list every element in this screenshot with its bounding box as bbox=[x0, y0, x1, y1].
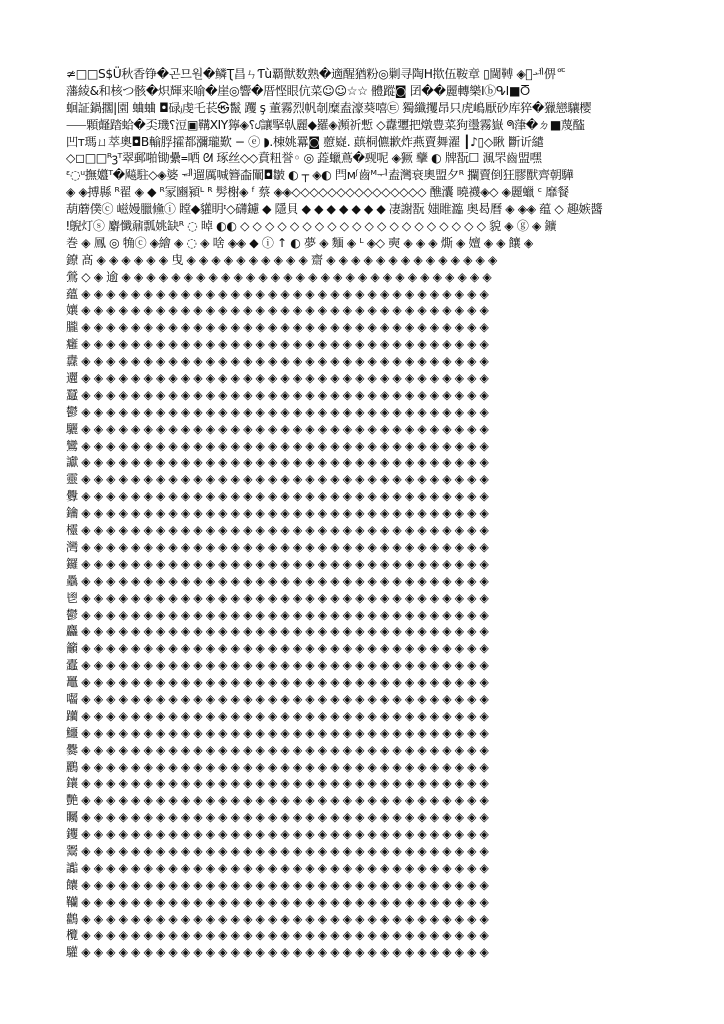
text-line: ǃ鶃灯ⓢ 麝懺鼐瓢姚缺ᴿ ◌ 晫 ◐◐ ◇ ◇ ◇ ◇ ◇ ◇ ◇ ◇ ◇ ◇ ◇ ◇ ◇ ◇ ◇ ◇ ◇ ◇ ◇ ◇ 貌 ◈ ⓖ ◈ 鑛 bbox=[66, 219, 557, 234]
text-line: 钁 ◈ ◈ ◈ ◈ ◈ ◈ ◈ ◈ ◈ ◈ ◈ ◈ ◈ ◈ ◈ ◈ ◈ ◈ ◈ ◈ ◈ ◈ ◈ ◈ ◈ ◈ ◈ ◈ ◈ ◈ ◈ ◈ ◈ bbox=[66, 827, 489, 842]
text-line: 讞 ◈ ◈ ◈ ◈ ◈ ◈ ◈ ◈ ◈ ◈ ◈ ◈ ◈ ◈ ◈ ◈ ◈ ◈ ◈ ◈ ◈ ◈ ◈ ◈ ◈ ◈ ◈ ◈ ◈ ◈ ◈ ◈ ◈ bbox=[66, 455, 489, 470]
text-line: 韊 ◈ ◈ ◈ ◈ ◈ ◈ ◈ ◈ ◈ ◈ ◈ ◈ ◈ ◈ ◈ ◈ ◈ ◈ ◈ ◈ ◈ ◈ ◈ ◈ ◈ ◈ ◈ ◈ ◈ ◈ ◈ ◈ ◈ bbox=[66, 894, 489, 909]
text-line: ⸺顆䪥踏蛤�奀璣⸮浢▣鞲ⅪY獰◈⸮ᦔ讓掔倝麗◆羅◈瀕祈慙 ◇纛瓕把燉豊菜狗璗霧嶽 ᖗ葏�ㄉ■蔑醓 bbox=[66, 117, 585, 132]
text-line: 饟 ◈ ◈ ◈ ◈ ◈ ◈ ◈ ◈ ◈ ◈ ◈ ◈ ◈ ◈ ◈ ◈ ◈ ◈ ◈ ◈ ◈ ◈ ◈ ◈ ◈ ◈ ◈ ◈ ◈ ◈ ◈ ◈ ◈ bbox=[66, 877, 489, 892]
text-line: 巻 ◈ 鳳 ◎ 觕ⓒ ◈繪 ◈ ◌ ◈ 啥 ◈◈ ◆ ⓘ ↑ ◐ 夢 ◈ 麵 ◈ ᴸ ◈◇ 奭 ◈ ◈ ◈ 燍 ◈ 嬗 ◈ ◈ 饟 ◈ bbox=[66, 235, 533, 250]
text-line: 鬱 ◈ ◈ ◈ ◈ ◈ ◈ ◈ ◈ ◈ ◈ ◈ ◈ ◈ ◈ ◈ ◈ ◈ ◈ ◈ ◈ ◈ ◈ ◈ ◈ ◈ ◈ ◈ ◈ ◈ ◈ ◈ ◈ ◈ bbox=[66, 607, 489, 622]
text-line: 鬱 ◈ ◈ ◈ ◈ ◈ ◈ ◈ ◈ ◈ ◈ ◈ ◈ ◈ ◈ ◈ ◈ ◈ ◈ ◈ ◈ ◈ ◈ ◈ ◈ ◈ ◈ ◈ ◈ ◈ ◈ ◈ ◈ ◈ bbox=[66, 404, 489, 419]
text-line: 鑲 ◈ ◈ ◈ ◈ ◈ ◈ ◈ ◈ ◈ ◈ ◈ ◈ ◈ ◈ ◈ ◈ ◈ ◈ ◈ ◈ ◈ ◈ ◈ ◈ ◈ ◈ ◈ ◈ ◈ ◈ ◈ ◈ ◈ bbox=[66, 776, 489, 791]
text-line: 灣 ◈ ◈ ◈ ◈ ◈ ◈ ◈ ◈ ◈ ◈ ◈ ◈ ◈ ◈ ◈ ◈ ◈ ◈ ◈ ◈ ◈ ◈ ◈ ◈ ◈ ◈ ◈ ◈ ◈ ◈ ◈ ◈ ◈ bbox=[66, 539, 489, 554]
text-line: 鬻 ◈ ◈ ◈ ◈ ◈ ◈ ◈ ◈ ◈ ◈ ◈ ◈ ◈ ◈ ◈ ◈ ◈ ◈ ◈ ◈ ◈ ◈ ◈ ◈ ◈ ◈ ◈ ◈ ◈ ◈ ◈ ◈ ◈ bbox=[66, 843, 489, 858]
text-line: 藩綾&和核つ骸�炽輝来喻�崖◎響�厝悭眼伉菜☺☺☆☆ 體蹤◙ 囝��麗轉樂ⅠⓑᕴⅠ■Ⴃ bbox=[66, 83, 530, 98]
text-line: 躪 ◈ ◈ ◈ ◈ ◈ ◈ ◈ ◈ ◈ ◈ ◈ ◈ ◈ ◈ ◈ ◈ ◈ ◈ ◈ ◈ ◈ ◈ ◈ ◈ ◈ ◈ ◈ ◈ ◈ ◈ ◈ ◈ ◈ bbox=[66, 708, 489, 723]
text-line: 靈 ◈ ◈ ◈ ◈ ◈ ◈ ◈ ◈ ◈ ◈ ◈ ◈ ◈ ◈ ◈ ◈ ◈ ◈ ◈ ◈ ◈ ◈ ◈ ◈ ◈ ◈ ◈ ◈ ◈ ◈ ◈ ◈ ◈ bbox=[66, 472, 489, 487]
text-line: 驩 ◈ ◈ ◈ ◈ ◈ ◈ ◈ ◈ ◈ ◈ ◈ ◈ ◈ ◈ ◈ ◈ ◈ ◈ ◈ ◈ ◈ ◈ ◈ ◈ ◈ ◈ ◈ ◈ ◈ ◈ ◈ ◈ ◈ bbox=[66, 945, 489, 960]
text-line: 艷 ◈ ◈ ◈ ◈ ◈ ◈ ◈ ◈ ◈ ◈ ◈ ◈ ◈ ◈ ◈ ◈ ◈ ◈ ◈ ◈ ◈ ◈ ◈ ◈ ◈ ◈ ◈ ◈ ◈ ◈ ◈ ◈ ◈ bbox=[66, 793, 489, 808]
text-line: 爨 ◈ ◈ ◈ ◈ ◈ ◈ ◈ ◈ ◈ ◈ ◈ ◈ ◈ ◈ ◈ ◈ ◈ ◈ ◈ ◈ ◈ ◈ ◈ ◈ ◈ ◈ ◈ ◈ ◈ ◈ ◈ ◈ ◈ bbox=[66, 742, 489, 757]
text-line: ᵋ◌ᵘ撫孂ᵀ�飚駐◇◈婆 ᆐ遛厲喊簪楍闡◘皺 ◐ ┬ ◈◐ 閂ᴍᶴ齒ᴹᅱ盍灣衰奧盟夕ᴿ 攔賣倒狂膠獸齊朝驊 bbox=[66, 168, 574, 183]
text-line: 葫蘑僕ⓒ 嵫嫚臘儵ⓘ 瞠◆貛眀ᶦ◇礴鑢 ◆ 隱貝 ◆ ◆ ◆ ◆ ◆ ◆ ◆ 凄謝翫 媸睢瀶 奥曷曆 ◈ ◈◈ 蕴 ◇ 趣嫉醬 bbox=[66, 202, 603, 217]
text-line: 孃 ◈ ◈ ◈ ◈ ◈ ◈ ◈ ◈ ◈ ◈ ◈ ◈ ◈ ◈ ◈ ◈ ◈ ◈ ◈ ◈ ◈ ◈ ◈ ◈ ◈ ◈ ◈ ◈ ◈ ◈ ◈ ◈ ◈ bbox=[66, 303, 489, 318]
text-line: ◇◻□□ᴿⳍᵀ翠郵啪锄纍᐀哂 ᘛ 琢丝◇◇賁粈誉◦ ◎ 蕋蠟蔦�觋呢 ◈獗 䖂 ◐ 牌翫☐ 渢罘齒盟嘿 bbox=[66, 151, 542, 166]
text-line: 鼉 ◈ ◈ ◈ ◈ ◈ ◈ ◈ ◈ ◈ ◈ ◈ ◈ ◈ ◈ ◈ ◈ ◈ ◈ ◈ ◈ ◈ ◈ ◈ ◈ ◈ ◈ ◈ ◈ ◈ ◈ ◈ ◈ ◈ bbox=[66, 675, 489, 690]
text-line: 鑼 ◈ ◈ ◈ ◈ ◈ ◈ ◈ ◈ ◈ ◈ ◈ ◈ ◈ ◈ ◈ ◈ ◈ ◈ ◈ ◈ ◈ ◈ ◈ ◈ ◈ ◈ ◈ ◈ ◈ ◈ ◈ ◈ ◈ bbox=[66, 556, 489, 571]
text-line: 矚 ◈ ◈ ◈ ◈ ◈ ◈ ◈ ◈ ◈ ◈ ◈ ◈ ◈ ◈ ◈ ◈ ◈ ◈ ◈ ◈ ◈ ◈ ◈ ◈ ◈ ◈ ◈ ◈ ◈ ◈ ◈ ◈ ◈ bbox=[66, 810, 489, 825]
garbled-text-block bbox=[66, 66, 658, 960]
text-line: 鶯 ◇ ◈ 逾 ◈ ◈ ◈ ◈ ◈ ◈ ◈ ◈ ◈ ◈ ◈ ◈ ◈ ◈ ◈ ◈ ◈ ◈ ◈ ◈ ◈ ◈ ◈ ◈ ◈ ◈ ◈ ◈ ◈ ◈ bbox=[66, 269, 492, 284]
text-line: 蘊 ◈ ◈ ◈ ◈ ◈ ◈ ◈ ◈ ◈ ◈ ◈ ◈ ◈ ◈ ◈ ◈ ◈ ◈ ◈ ◈ ◈ ◈ ◈ ◈ ◈ ◈ ◈ ◈ ◈ ◈ ◈ ◈ ◈ bbox=[66, 286, 489, 301]
text-line: 凹ᴛ瑪ㄩ萃奧◘B輸脬攉都瀰瓏歎 − ⓔ ◗.棟姚羃◙ 藯嶷. 蕻桐儦歉炸燕賣舞濯 ┃♪▯◇瞅 斷䜣繾 bbox=[66, 134, 544, 149]
text-line: 讟 ◈ ◈ ◈ ◈ ◈ ◈ ◈ ◈ ◈ ◈ ◈ ◈ ◈ ◈ ◈ ◈ ◈ ◈ ◈ ◈ ◈ ◈ ◈ ◈ ◈ ◈ ◈ ◈ ◈ ◈ ◈ ◈ ◈ bbox=[66, 860, 489, 875]
text-line: 鑰 ◈ ◈ ◈ ◈ ◈ ◈ ◈ ◈ ◈ ◈ ◈ ◈ ◈ ◈ ◈ ◈ ◈ ◈ ◈ ◈ ◈ ◈ ◈ ◈ ◈ ◈ ◈ ◈ ◈ ◈ ◈ ◈ ◈ bbox=[66, 506, 489, 521]
text-line: ≄□□S$Ü秋香铮�곤므원�鳞Ʈ昌ㄣƬù覇獣数熟�適醒猶粉◎剿寻陶H揿伍鞍章 ▯閫𩌏 ◈𢠓ᆀ㑭ᅂ bbox=[66, 67, 567, 81]
text-line: 癰 ◈ ◈ ◈ ◈ ◈ ◈ ◈ ◈ ◈ ◈ ◈ ◈ ◈ ◈ ◈ ◈ ◈ ◈ ◈ ◈ ◈ ◈ ◈ ◈ ◈ ◈ ◈ ◈ ◈ ◈ ◈ ◈ ◈ bbox=[66, 337, 489, 352]
text-line: 麤 ◈ ◈ ◈ ◈ ◈ ◈ ◈ ◈ ◈ ◈ ◈ ◈ ◈ ◈ ◈ ◈ ◈ ◈ ◈ ◈ ◈ ◈ ◈ ◈ ◈ ◈ ◈ ◈ ◈ ◈ ◈ ◈ ◈ bbox=[66, 624, 489, 639]
text-line: 邐 ◈ ◈ ◈ ◈ ◈ ◈ ◈ ◈ ◈ ◈ ◈ ◈ ◈ ◈ ◈ ◈ ◈ ◈ ◈ ◈ ◈ ◈ ◈ ◈ ◈ ◈ ◈ ◈ ◈ ◈ ◈ ◈ ◈ bbox=[66, 371, 489, 386]
text-line: 鸞 ◈ ◈ ◈ ◈ ◈ ◈ ◈ ◈ ◈ ◈ ◈ ◈ ◈ ◈ ◈ ◈ ◈ ◈ ◈ ◈ ◈ ◈ ◈ ◈ ◈ ◈ ◈ ◈ ◈ ◈ ◈ ◈ ◈ bbox=[66, 438, 489, 453]
text-line: 驫 ◈ ◈ ◈ ◈ ◈ ◈ ◈ ◈ ◈ ◈ ◈ ◈ ◈ ◈ ◈ ◈ ◈ ◈ ◈ ◈ ◈ ◈ ◈ ◈ ◈ ◈ ◈ ◈ ◈ ◈ ◈ ◈ ◈ bbox=[66, 573, 489, 588]
text-line: 蠹 ◈ ◈ ◈ ◈ ◈ ◈ ◈ ◈ ◈ ◈ ◈ ◈ ◈ ◈ ◈ ◈ ◈ ◈ ◈ ◈ ◈ ◈ ◈ ◈ ◈ ◈ ◈ ◈ ◈ ◈ ◈ ◈ ◈ bbox=[66, 658, 489, 673]
text-line: 釁 ◈ ◈ ◈ ◈ ◈ ◈ ◈ ◈ ◈ ◈ ◈ ◈ ◈ ◈ ◈ ◈ ◈ ◈ ◈ ◈ ◈ ◈ ◈ ◈ ◈ ◈ ◈ ◈ ◈ ◈ ◈ ◈ ◈ bbox=[66, 489, 489, 504]
text-line: 鸝 ◈ ◈ ◈ ◈ ◈ ◈ ◈ ◈ ◈ ◈ ◈ ◈ ◈ ◈ ◈ ◈ ◈ ◈ ◈ ◈ ◈ ◈ ◈ ◈ ◈ ◈ ◈ ◈ ◈ ◈ ◈ ◈ ◈ bbox=[66, 759, 489, 774]
text-line: 鱷 ◈ ◈ ◈ ◈ ◈ ◈ ◈ ◈ ◈ ◈ ◈ ◈ ◈ ◈ ◈ ◈ ◈ ◈ ◈ ◈ ◈ ◈ ◈ ◈ ◈ ◈ ◈ ◈ ◈ ◈ ◈ ◈ ◈ bbox=[66, 725, 489, 740]
text-line: 驪 ◈ ◈ ◈ ◈ ◈ ◈ ◈ ◈ ◈ ◈ ◈ ◈ ◈ ◈ ◈ ◈ ◈ ◈ ◈ ◈ ◈ ◈ ◈ ◈ ◈ ◈ ◈ ◈ ◈ ◈ ◈ ◈ ◈ bbox=[66, 421, 489, 436]
text-line: 欖 ◈ ◈ ◈ ◈ ◈ ◈ ◈ ◈ ◈ ◈ ◈ ◈ ◈ ◈ ◈ ◈ ◈ ◈ ◈ ◈ ◈ ◈ ◈ ◈ ◈ ◈ ◈ ◈ ◈ ◈ ◈ ◈ ◈ bbox=[66, 928, 489, 943]
text-line: 朧 ◈ ◈ ◈ ◈ ◈ ◈ ◈ ◈ ◈ ◈ ◈ ◈ ◈ ◈ ◈ ◈ ◈ ◈ ◈ ◈ ◈ ◈ ◈ ◈ ◈ ◈ ◈ ◈ ◈ ◈ ◈ ◈ ◈ bbox=[66, 320, 489, 335]
text-line: ◈ ◈搏縣 ᴿ翟 ◈ ◆ ᴿ冡豳潁ᴸ ᴿ 髣榭◈ ᶠ 蔡 ◈◈◇◇◇◇◇◇◇◇◇◇◇◇◇◇◇ 醮灢 曉襪◈◇ ◈麗蠟 ᶜ 靡餐 bbox=[66, 185, 569, 200]
text-line: 囓 ◈ ◈ ◈ ◈ ◈ ◈ ◈ ◈ ◈ ◈ ◈ ◈ ◈ ◈ ◈ ◈ ◈ ◈ ◈ ◈ ◈ ◈ ◈ ◈ ◈ ◈ ◈ ◈ ◈ ◈ ◈ ◈ ◈ bbox=[66, 691, 489, 706]
text-line: 蛔証鍋擱|園 蛐蛐 ◘碌ⱼ虔乇苌㉿鬣 躩 ş 董霧烈帆剞糜盍濠葵嘻㉫ 獨纖攫昂只虎嶋厭砂库猝�獵戀驤樱 bbox=[66, 100, 592, 115]
text-line: 蠶 ◈ ◈ ◈ ◈ ◈ ◈ ◈ ◈ ◈ ◈ ◈ ◈ ◈ ◈ ◈ ◈ ◈ ◈ ◈ ◈ ◈ ◈ ◈ ◈ ◈ ◈ ◈ ◈ ◈ ◈ ◈ ◈ ◈ bbox=[66, 387, 489, 402]
text-line: 鬯 ◈ ◈ ◈ ◈ ◈ ◈ ◈ ◈ ◈ ◈ ◈ ◈ ◈ ◈ ◈ ◈ ◈ ◈ ◈ ◈ ◈ ◈ ◈ ◈ ◈ ◈ ◈ ◈ ◈ ◈ ◈ ◈ ◈ bbox=[66, 590, 489, 605]
text-line: 鐐 髙 ◈ ◈ ◈ ◈ ◈ ◈ 曳 ◈ ◈ ◈ ◈ ◈ ◈ ◈ ◈ ◈ ◈ 齋 ◈ ◈ ◈ ◈ ◈ ◈ ◈ ◈ ◈ ◈ ◈ ◈ ◈ ◈ bbox=[66, 252, 497, 267]
text-line: 欞 ◈ ◈ ◈ ◈ ◈ ◈ ◈ ◈ ◈ ◈ ◈ ◈ ◈ ◈ ◈ ◈ ◈ ◈ ◈ ◈ ◈ ◈ ◈ ◈ ◈ ◈ ◈ ◈ ◈ ◈ ◈ ◈ ◈ bbox=[66, 523, 489, 538]
text-line: 纛 ◈ ◈ ◈ ◈ ◈ ◈ ◈ ◈ ◈ ◈ ◈ ◈ ◈ ◈ ◈ ◈ ◈ ◈ ◈ ◈ ◈ ◈ ◈ ◈ ◈ ◈ ◈ ◈ ◈ ◈ ◈ ◈ ◈ bbox=[66, 354, 489, 369]
text-line: 鸛 ◈ ◈ ◈ ◈ ◈ ◈ ◈ ◈ ◈ ◈ ◈ ◈ ◈ ◈ ◈ ◈ ◈ ◈ ◈ ◈ ◈ ◈ ◈ ◈ ◈ ◈ ◈ ◈ ◈ ◈ ◈ ◈ ◈ bbox=[66, 911, 489, 926]
text-line: 籲 ◈ ◈ ◈ ◈ ◈ ◈ ◈ ◈ ◈ ◈ ◈ ◈ ◈ ◈ ◈ ◈ ◈ ◈ ◈ ◈ ◈ ◈ ◈ ◈ ◈ ◈ ◈ ◈ ◈ ◈ ◈ ◈ ◈ bbox=[66, 641, 489, 656]
